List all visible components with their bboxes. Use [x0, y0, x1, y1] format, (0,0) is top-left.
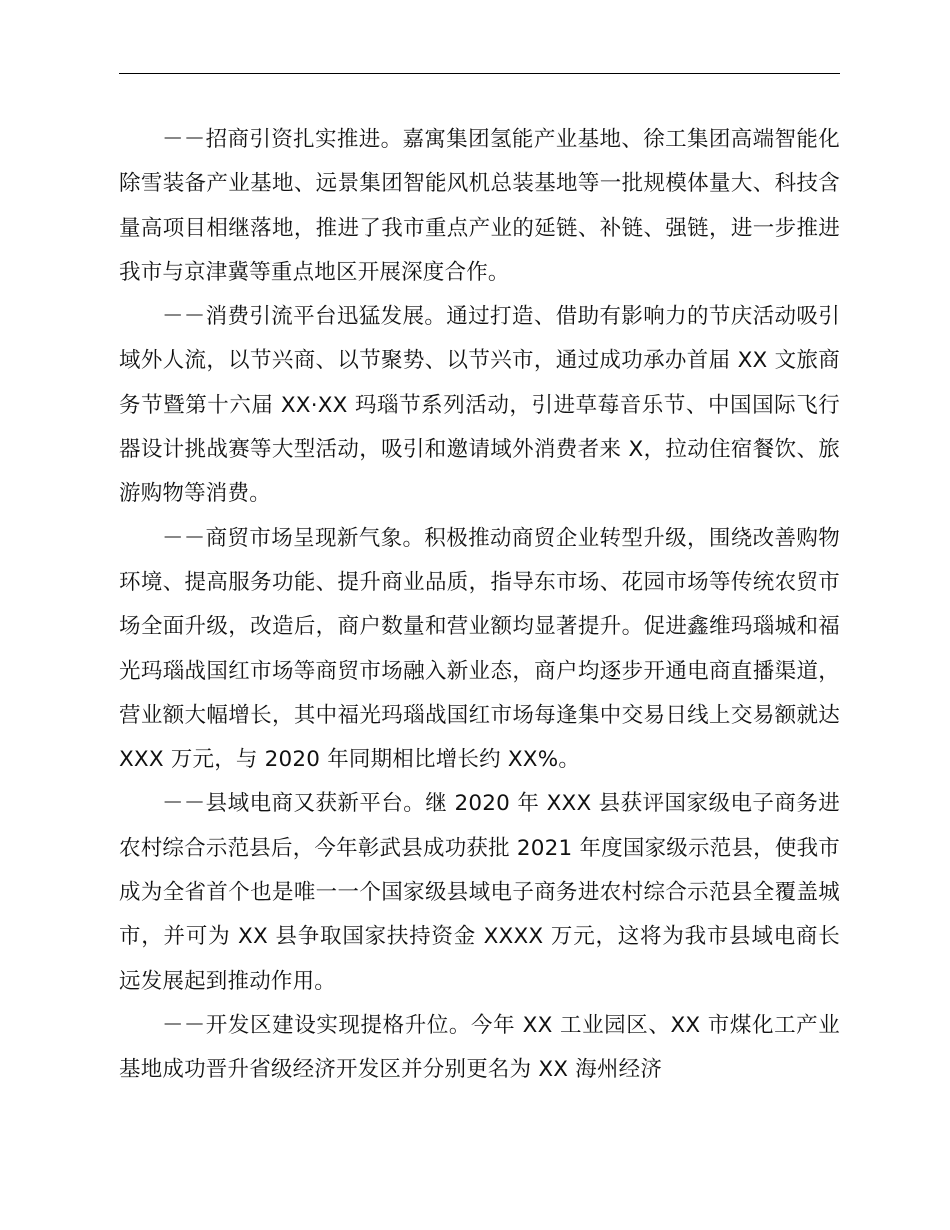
paragraph-commercial-market: －－商贸市场呈现新气象。积极推动商贸企业转型升级，围绕改善购物环境、提高服务功能、提升商业品质，指导东市场、花园市场等传统农贸市场全面升级，改造后，商户数量和营业额均显著提升。促进鑫维玛瑙城和福光玛瑙战国红市场等商贸市场融入新业态，商户均逐步开通电商直播渠道，营业额大幅增长，其中福光玛瑙战国红市场每逢集中交易日线上交易额就达 XXX 万元，与 2020 年同期相比增长约 XX%。: [119, 525, 840, 773]
header-rule: [119, 73, 840, 74]
paragraph-consumption-platform: －－消费引流平台迅猛发展。通过打造、借助有影响力的节庆活动吸引域外人流，以节兴商、以节聚势、以节兴市，通过成功承办首届 XX 文旅商务节暨第十六届 XX·XX 玛瑙节系列活动，引进草莓音乐节、中国国际飞行器设计挑战赛等大型活动，吸引和邀请域外消费者来 X，拉动住宿餐饮、旅游购物等消费。: [119, 304, 840, 507]
paragraph-development-zone: －－开发区建设实现提格升位。今年 XX 工业园区、XX 市煤化工产业基地成功晋升省级经济开发区并分别更名为 XX 海州经济: [119, 1012, 840, 1083]
paragraph-investment: －－招商引资扎实推进。嘉寓集团氢能产业基地、徐工集团高端智能化除雪装备产业基地、远景集团智能风机总装基地等一批规模体量大、科技含量高项目相继落地，推进了我市重点产业的延链、补链、强链，进一步推进我市与京津冀等重点地区开展深度合作。: [119, 127, 840, 285]
document-body: [119, 118, 840, 1093]
paragraph-county-ecommerce: －－县域电商又获新平台。继 2020 年 XXX 县获评国家级电子商务进农村综合示范县后，今年彰武县成功获批 2021 年度国家级示范县，使我市成为全省首个也是唯一一个国家级县域电子商务进农村综合示范县全覆盖城市，并可为 XX 县争取国家扶持资金 XXXX 万元，这将为我市县域电商长远发展起到推动作用。: [119, 791, 840, 994]
